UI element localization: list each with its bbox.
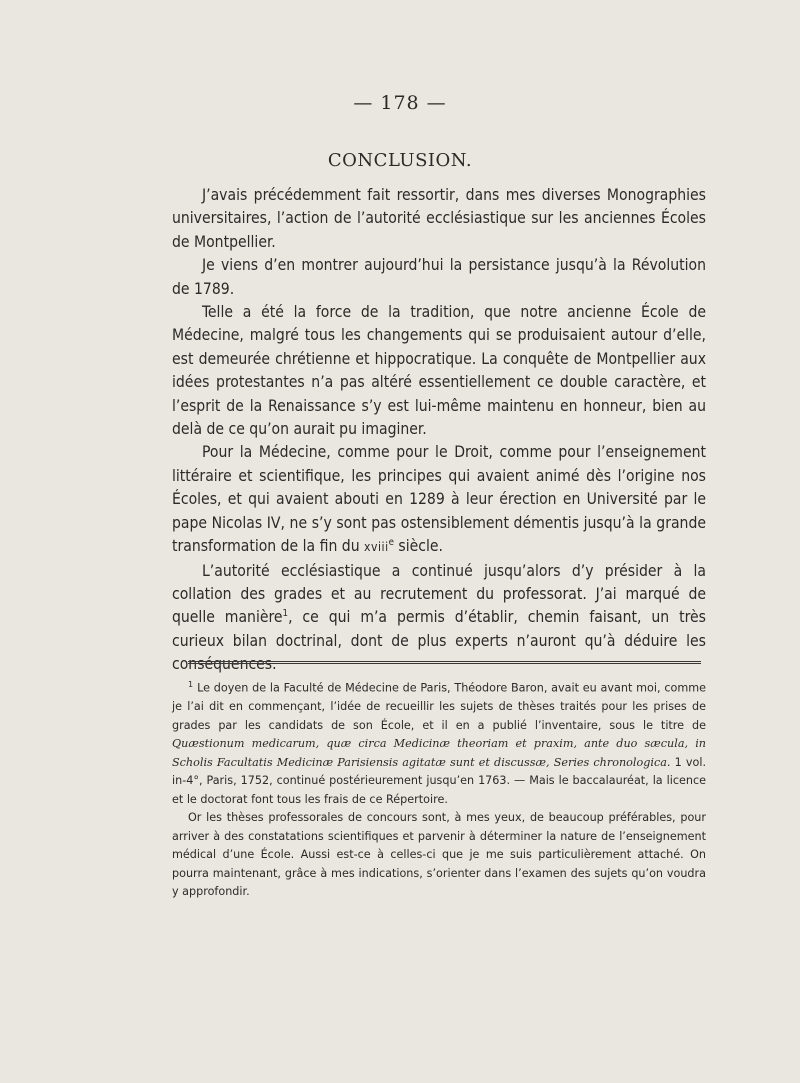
paragraph-4 [172, 441, 706, 559]
century-suffix: e [388, 536, 394, 548]
footnote-1-text-a: Le doyen de la Faculté de Médecine de Paris, Théodore Baron, avait eu avant moi, comme je l’ai dit en commençant, l’idée de recueillir les sujets de thèses traités pour les prises de grades par les candidats de son École, et il en a publié l’inventaire, sous le titre de [172, 681, 706, 732]
footnote-1-text-b: . 1 vol. in-4°, Paris, 1752, continué postérieurement jusqu’en 1763. — Mais le baccalauréat, la licence et le doctorat font tous les frais de ce Répertoire. [172, 755, 707, 806]
paragraph-5-text-a: L’autorité ecclésiastique a continué jusqu’alors d’y présider à la collation des grades et au recrutement du professorat. J’ai marqué de quelle manière [172, 561, 706, 627]
paragraph-4-text-a: Pour la Médecine, comme pour le Droit, comme pour l’enseignement littéraire et scientifique, les principes qui avaient animé dès l’origine nos Écoles, et qui avaient abouti en 1289 à leur érection en Université par le pape Nicolas IV, ne s’y sont pas ostensiblement démentis jusqu’à la grande transformation de la fin du [172, 443, 706, 556]
footnote-1-continuation: Or les thèses professorales de concours sont, à mes yeux, de beaucoup préférables, pour arriver à des constatations scientifiques et parvenir à déterminer la nature de l’enseignement médical d’une École. Aussi est-ce à celles-ci que je me suis particulièrement attaché. On pourra maintenant, grâce à mes indications, s’orienter dans l’examen des sujets qu’on voudra y approfondir. [172, 811, 706, 899]
century-numeral: xviii [364, 540, 389, 555]
body-text [172, 184, 706, 677]
footnote-1 [172, 676, 706, 809]
paragraph-5 [172, 560, 706, 677]
paragraph-3: Telle a été la force de la tradition, que notre ancienne École de Médecine, malgré tous les changements qui se produisaient autour d’elle, est demeurée chrétienne et hippocratique. La conquête de Montpellier aux idées protestantes n’a pas altéré essentiellement ce double caractère, et l’esprit de la Renaissance s’y est lui-même maintenu en honneur, bien au delà de ce qu’on aurait pu imaginer. [172, 303, 706, 439]
footnotes [172, 676, 706, 902]
footnote-reference: 1 [282, 608, 289, 620]
paragraph-2: Je viens d’en montrer aujourd’hui la persistance jusqu’à la Révolution de 1789. [172, 256, 706, 298]
page-number: — 178 — [353, 92, 447, 114]
footnote-1-book-title: Quæstionum medicarum, quæ circa Medicinæ theoriam et praxim, ante duo sæcula, in Scholis Facultatis Medicinæ Parisiensis agitatæ sunt et discussæ, Series chronologica [172, 737, 706, 769]
footnote-1-marker: 1 [188, 680, 194, 689]
footnote-separator [188, 661, 701, 664]
paragraph-5-text-b: , ce qui m’a permis d’établir, chemin faisant, un très curieux bilan doctrinal, dont de plus experts n’auront qu’à déduire les conséquences. [172, 608, 706, 674]
section-title: CONCLUSION. [327, 150, 473, 171]
paragraph-1: J’avais précédemment fait ressortir, dans mes diverses Monographies universitaires, l’action de l’autorité ecclésiastique sur les anciennes Écoles de Montpellier. [172, 186, 706, 251]
paragraph-4-text-b: siècle. [393, 537, 443, 556]
